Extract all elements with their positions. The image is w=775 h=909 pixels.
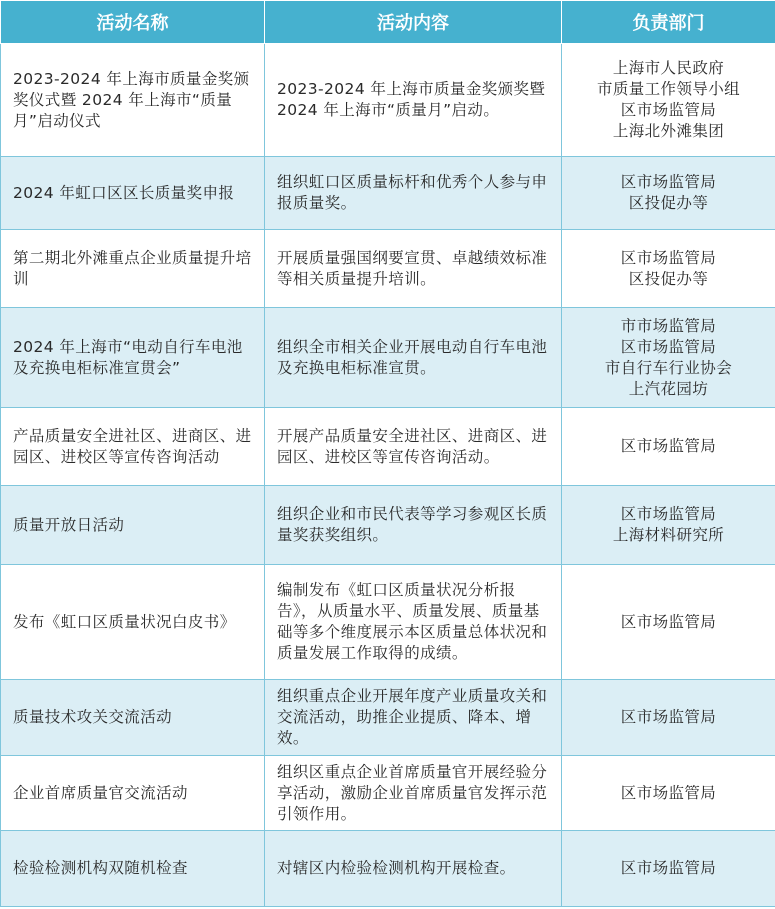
- activity-name-cell: 检验检测机构双随机检查: [1, 831, 265, 907]
- department-cell: [562, 44, 775, 157]
- department-name: 市质量工作领导小组: [596, 80, 741, 98]
- activity-content-cell: 组织虹口区质量标杆和优秀个人参与申报质量奖。: [265, 157, 562, 230]
- activity-content-cell: 开展产品质量安全进社区、进商区、进园区、进校区等宣传咨询活动。: [265, 408, 562, 486]
- table-row: [1, 308, 775, 408]
- activity-name-cell: 产品质量安全进社区、进商区、进园区、进校区等宣传咨询活动: [1, 408, 265, 486]
- department-name: 上海材料研究所: [612, 526, 725, 544]
- table-row: [1, 486, 775, 565]
- table-row: [1, 157, 775, 230]
- department-name: 区市场监管局: [620, 437, 717, 455]
- department-cell: [562, 157, 775, 230]
- department-name: 区市场监管局: [620, 612, 717, 631]
- activity-name-cell: 发布《虹口区质量状况白皮书》: [1, 565, 265, 680]
- activity-name-cell: 2024 年上海市“电动自行车电池及充换电柜标准宣贯会”: [1, 308, 265, 408]
- department-cell: [562, 230, 775, 308]
- department-cell: [562, 408, 775, 486]
- department-name: 区市场监管局: [620, 859, 717, 877]
- table-row: [1, 756, 775, 831]
- department-name: 区市场监管局: [620, 783, 717, 802]
- department-name: 区市场监管局: [620, 337, 717, 356]
- header-activity-content: 活动内容: [265, 1, 562, 44]
- activity-content-cell: 2023-2024 年上海市质量金奖颁奖暨 2024 年上海市“质量月”启动。: [265, 44, 562, 157]
- table-row: [1, 565, 775, 680]
- activity-content-cell: 开展质量强国纲要宣贯、卓越绩效标准等相关质量提升培训。: [265, 230, 562, 308]
- table-row: [1, 831, 775, 907]
- department-name: 上海北外滩集团: [612, 122, 725, 140]
- department-name: 区市场监管局: [620, 173, 717, 191]
- header-row: [1, 1, 775, 44]
- table-row: [1, 680, 775, 756]
- department-name: 市市场监管局: [620, 316, 717, 335]
- department-cell: [562, 680, 775, 756]
- activity-content-cell: 对辖区内检验检测机构开展检查。: [265, 831, 562, 907]
- activity-name-cell: 2023-2024 年上海市质量金奖颁奖仪式暨 2024 年上海市“质量月”启动仪式: [1, 44, 265, 157]
- department-name: 区投促办等: [628, 194, 709, 212]
- activity-name-cell: 企业首席质量官交流活动: [1, 756, 265, 831]
- department-name: 区投促办等: [628, 269, 709, 288]
- table-row: [1, 44, 775, 157]
- activity-content-cell: 组织重点企业开展年度产业质量攻关和交流活动，助推企业提质、降本、增效。: [265, 680, 562, 756]
- department-name: 区市场监管局: [620, 708, 717, 726]
- activity-content-cell: 编制发布《虹口区质量状况分析报告》，从质量水平、质量发展、质量基础等多个维度展示本区质量总体状况和质量发展工作取得的成绩。: [265, 565, 562, 680]
- activity-content-cell: 组织区重点企业首席质量官开展经验分享活动，激励企业首席质量官发挥示范引领作用。: [265, 756, 562, 831]
- activity-content-cell: 组织企业和市民代表等学习参观区长质量奖获奖组织。: [265, 486, 562, 565]
- department-name: 市自行车行业协会: [604, 358, 733, 377]
- department-name: 区市场监管局: [620, 505, 717, 523]
- activity-name-cell: 第二期北外滩重点企业质量提升培训: [1, 230, 265, 308]
- department-cell: [562, 756, 775, 831]
- table-row: [1, 408, 775, 486]
- department-name: 上海市人民政府: [612, 59, 725, 77]
- department-cell: [562, 831, 775, 907]
- header-department: 负责部门: [562, 1, 775, 44]
- department-name: 上汽花园坊: [628, 379, 709, 398]
- activity-name-cell: 质量开放日活动: [1, 486, 265, 565]
- department-cell: [562, 565, 775, 680]
- activity-name-cell: 2024 年虹口区区长质量奖申报: [1, 157, 265, 230]
- department-name: 区市场监管局: [620, 248, 717, 267]
- activity-content-cell: 组织全市相关企业开展电动自行车电池及充换电柜标准宣贯。: [265, 308, 562, 408]
- activity-name-cell: 质量技术攻关交流活动: [1, 680, 265, 756]
- department-cell: [562, 486, 775, 565]
- department-cell: [562, 308, 775, 408]
- header-activity-name: 活动名称: [1, 1, 265, 44]
- department-name: 区市场监管局: [620, 101, 717, 119]
- table-row: [1, 230, 775, 308]
